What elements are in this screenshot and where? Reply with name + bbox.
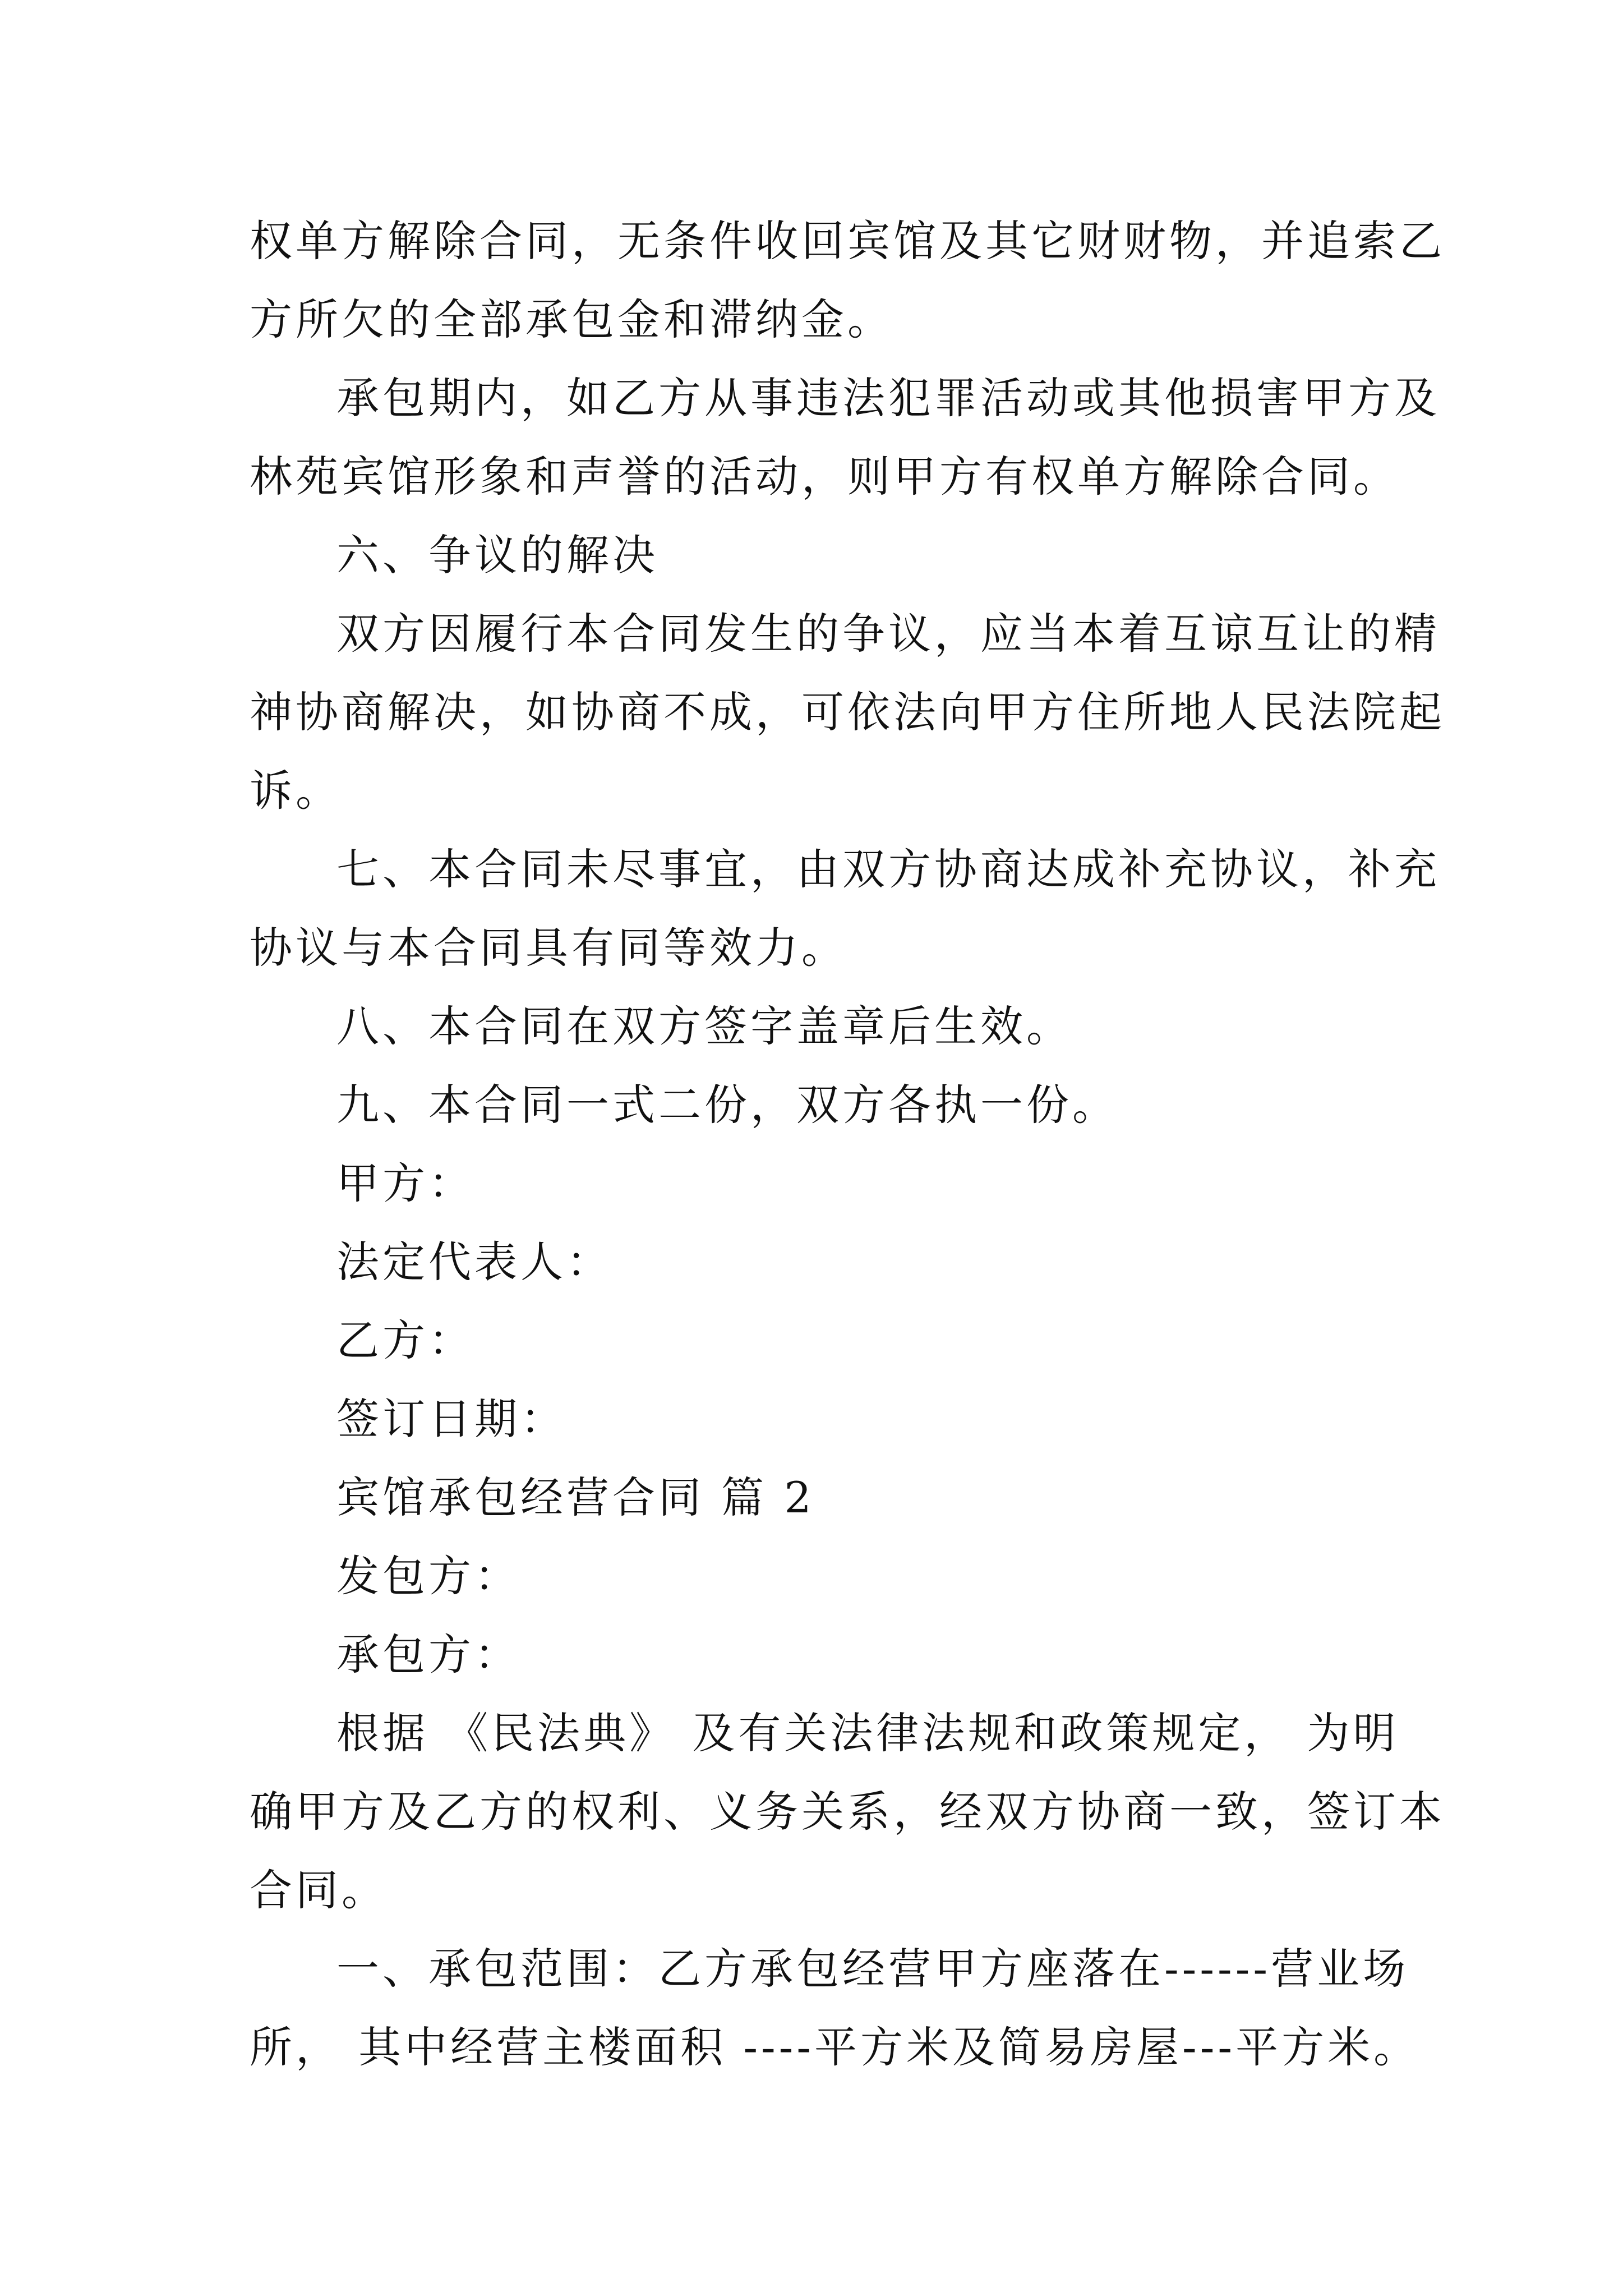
signature-field-party-b: 乙方： bbox=[336, 1315, 474, 1365]
text-line: 一、承包范围：乙方承包经营甲方座落在------营业场 bbox=[336, 1944, 1409, 1994]
contractor-issuer-field: 发包方： bbox=[336, 1551, 520, 1601]
text-line: 八、本合同在双方签字盖章后生效。 bbox=[336, 1001, 1072, 1051]
section-heading: 六、争议的解决 bbox=[336, 530, 658, 580]
text-line: 九、本合同一式二份，双方各执一份。 bbox=[336, 1080, 1118, 1130]
text-line: 合同。 bbox=[250, 1865, 388, 1915]
text-line: 承包期内，如乙方从事违法犯罪活动或其他损害甲方及 bbox=[336, 373, 1440, 423]
text-line: 协议与本合同具有同等效力。 bbox=[250, 923, 847, 973]
contract-title: 宾馆承包经营合同 篇 2 bbox=[336, 1473, 815, 1522]
text-line: 确甲方及乙方的权利、义务关系，经双方协商一致，签订本 bbox=[250, 1787, 1445, 1837]
document-body bbox=[250, 202, 1445, 2087]
text-line: 所， 其中经营主楼面积 ----平方米及简易房屋---平方米。 bbox=[250, 2022, 1420, 2072]
text-line: 根据 《民法典》 及有关法律法规和政策规定， 为明 bbox=[336, 1708, 1399, 1758]
contractor-field: 承包方： bbox=[336, 1630, 520, 1680]
text-line: 方所欠的全部承包金和滞纳金。 bbox=[250, 295, 893, 344]
text-line: 双方因履行本合同发生的争议，应当本着互谅互让的精 bbox=[336, 609, 1440, 659]
signature-field-legal-rep: 法定代表人： bbox=[336, 1237, 612, 1287]
text-line: 七、本合同未尽事宜，由双方协商达成补充协议，补充 bbox=[336, 844, 1440, 894]
signature-field-party-a: 甲方： bbox=[336, 1158, 474, 1208]
text-line: 林苑宾馆形象和声誉的活动，则甲方有权单方解除合同。 bbox=[250, 452, 1399, 501]
text-line: 神协商解决，如协商不成，可依法向甲方住所地人民法院起 bbox=[250, 687, 1445, 737]
signature-field-date: 签订日期： bbox=[336, 1394, 566, 1444]
text-line: 权单方解除合同，无条件收回宾馆及其它财财物，并追索乙 bbox=[250, 216, 1445, 266]
text-line: 诉。 bbox=[250, 766, 342, 816]
